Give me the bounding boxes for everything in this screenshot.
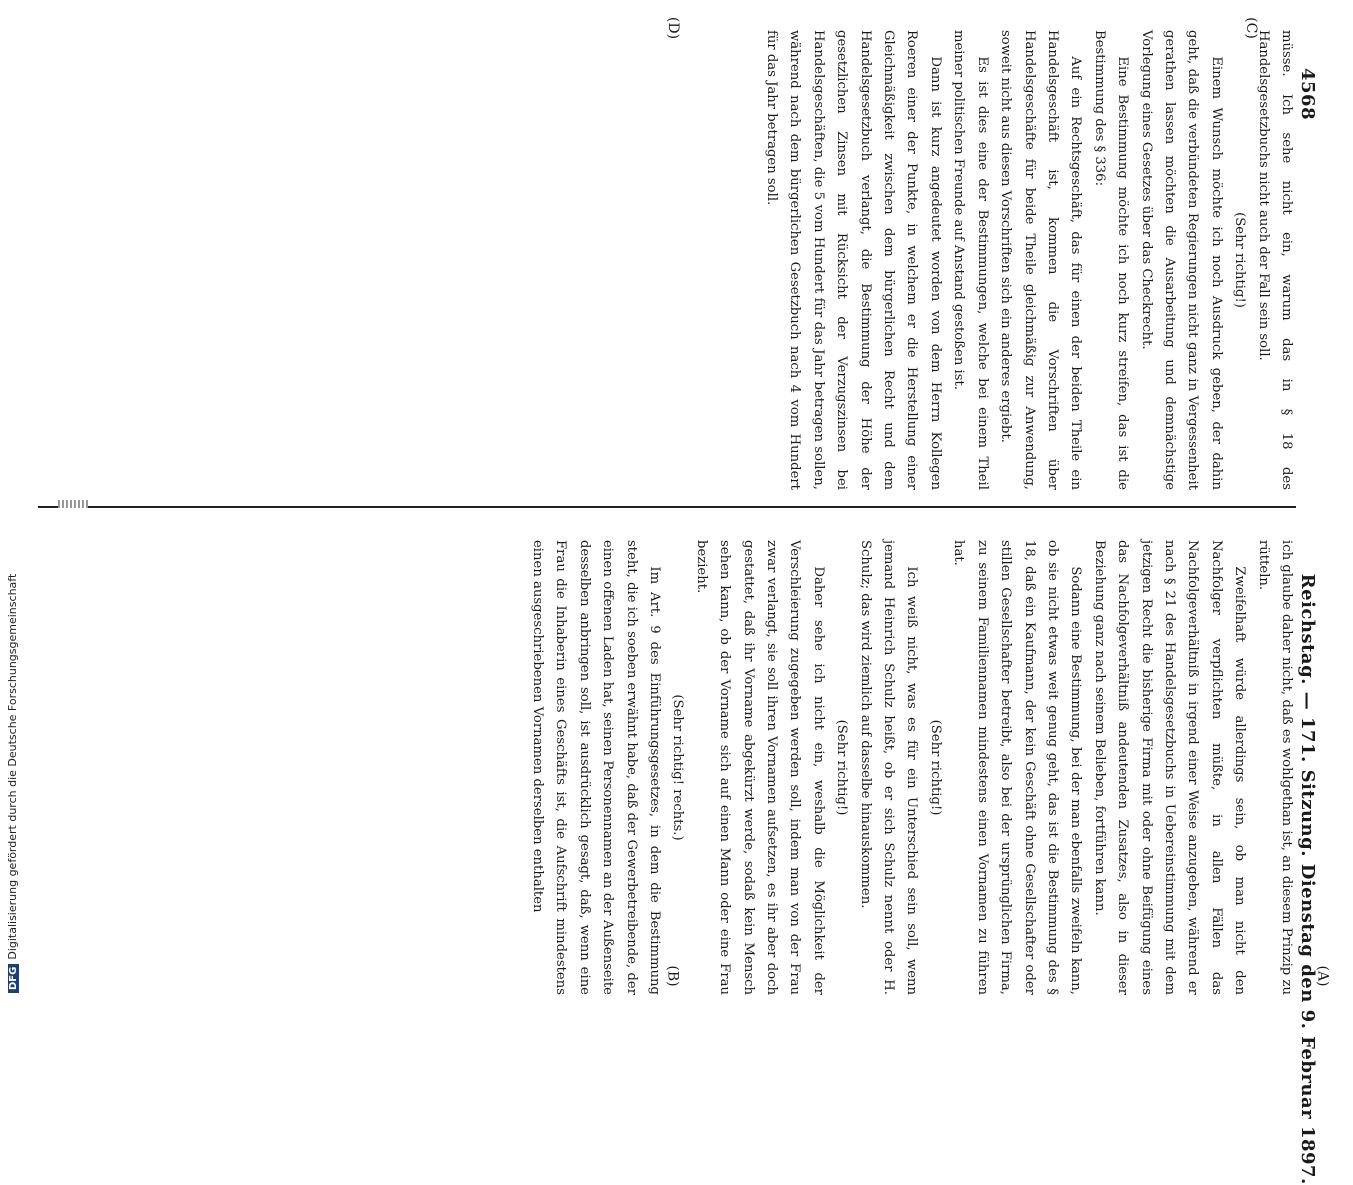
interjection: (Sehr richtig!): [834, 719, 850, 816]
interjection: (Sehr richtig! rechts.): [670, 694, 686, 841]
digitization-credit: [6, 574, 19, 993]
interjection: (Sehr richtig!): [1232, 212, 1248, 308]
paragraph: Ich weiß nicht, was es für ein Unterschied sein soll, wenn jemand Heinrich Schulz heißt, ob er sich Schulz nennt oder H. Schulz; das wird ziemlich auf dasselbe hinauskommen.: [857, 540, 920, 995]
margin-marker-c: (C): [1242, 17, 1259, 39]
margin-marker-d: (D): [665, 16, 682, 40]
paragraph: Es ist dies eine der Bestimmungen, welche bei einem Theil meiner politischen Freunde auf Anstand gestoßen ist.: [951, 30, 990, 490]
paragraph: ich glaube daher nicht, daß es wohlgethan ist, an diesem Prinzip zu rütteln.: [1255, 540, 1294, 995]
interjection: (Sehr richtig!): [927, 719, 943, 816]
scan-artifact: [58, 500, 88, 508]
left-column: [298, 540, 1298, 995]
margin-marker-b: (B): [664, 965, 681, 987]
paragraph: Daher sehe ich nicht ein, weshalb die Möglichkeit der Verschleierung zugegeben werden soll, indem man von der Frau zwar verlangt, sie soll ihren Vornamen aufsetzen, es ihr aber doch gestattet, daß ihr Vorname abgekürzt werde, sodaß kein Mensch sehen kann, ob der Vorname sich auf einen Mann oder eine Frau bezieht.: [693, 540, 826, 995]
page-header: [1297, 68, 1318, 1185]
quotation: Auf ein Rechtsgeschäft, das für einen der beiden Theile ein Handelsgeschäft ist, kommen die Vorschriften über Handelsgeschäfte für beide Theile gleichmäßig zur Anwendung, soweit nicht aus diesen Vorschriften sich ein anderes ergiebt.: [998, 30, 1084, 490]
page-title: Reichstag. — 171. Sitzung. Dienstag den 9. Februar 1897.: [1297, 573, 1318, 1185]
page-number: 4568: [1297, 68, 1318, 121]
paragraph: Dann ist kurz angedeutet worden von dem Herrn Kollegen Roeren einer der Punkte, in welchem er die Herstellung einer Gleichmäßigkeit zwischen dem bürgerlichen Recht und dem Handelsgesetzbuch verlangt, die Bestimmung der Höhe der gesetzlichen Zinsen mit Rücksicht der Verzugszinsen bei Handelsgeschäften, die 5 vom Hundert für das Jahr betragen sollen, während nach dem bürgerlichen Gesetzbuch nach 4 vom Hundert für das Jahr betragen soll.: [764, 30, 943, 490]
dfg-logo-icon: DFG: [8, 964, 19, 993]
paragraph: Sodann eine Bestimmung, bei der man ebenfalls zweifeln kann, ob sie nicht etwas weit genug geht, das ist die Bestimmung des § 18, daß ein Kaufmann, der kein Geschäft ohne Gesellschafter oder stillen Gesellschafter betreibt, also bei der ursprünglichen Firma, zu seinem Familiennamen mindestens einen Vornamen zu führen hat.: [951, 540, 1084, 995]
column-divider: [38, 506, 1296, 508]
paragraph: Zweifelhaft würde allerdings sein, ob man nicht den Nachfolger verpflichten müßte, in allen Fällen das Nachfolgeverhältniß in irgend einer Weise anzugeben, während er nach § 21 des Handelsgesetzbuchs in Uebereinstimmung mit dem jetzigen Recht die bisherige Firma mit oder ohne Beifügung eines das Nachfolgeverhältniß andeutenden Zusatzes, also in dieser Beziehung ganz nach seinem Belieben, fortführen kann.: [1091, 540, 1248, 995]
paragraph: müsse. Ich sehe nicht ein, warum das in § 18 des Handelsgesetzbuchs nicht auch der Fall sein soll.: [1255, 30, 1294, 490]
paragraph: Eine Bestimmung möchte ich noch kurz streifen, das ist die Bestimmung des § 336:: [1091, 30, 1131, 490]
paragraph: Einem Wunsch möchte ich noch Ausdruck geben, der dahin geht, daß die verbündeten Regierungen nicht ganz in Vergessenheit gerathen lassen möchten die Ausarbeitung und demnächstige Vorlegung eines Gesetzes über das Checkrecht.: [1138, 30, 1224, 490]
margin-marker-a: (A): [1314, 965, 1331, 987]
credit-text: Digitalisierung gefördert durch die Deutsche Forschungsgemeinschaft: [6, 573, 19, 960]
right-column: [760, 30, 1298, 490]
paragraph: Im Art. 9 des Einführungsgesetzes, in dem die Bestimmung steht, die ich soeben erwähnt habe, daß der Gewerbetreibende, der einen offenen Laden hat, seinen Personennamen an der Außenseite desselben anbringen soll, ist ausdrücklich gesagt, daß, wenn eine Frau die Inhaberin eines Geschäfts ist, die Aufschrift mindestens einen ausgeschriebenen Vornamen derselben enthalten: [530, 540, 663, 995]
